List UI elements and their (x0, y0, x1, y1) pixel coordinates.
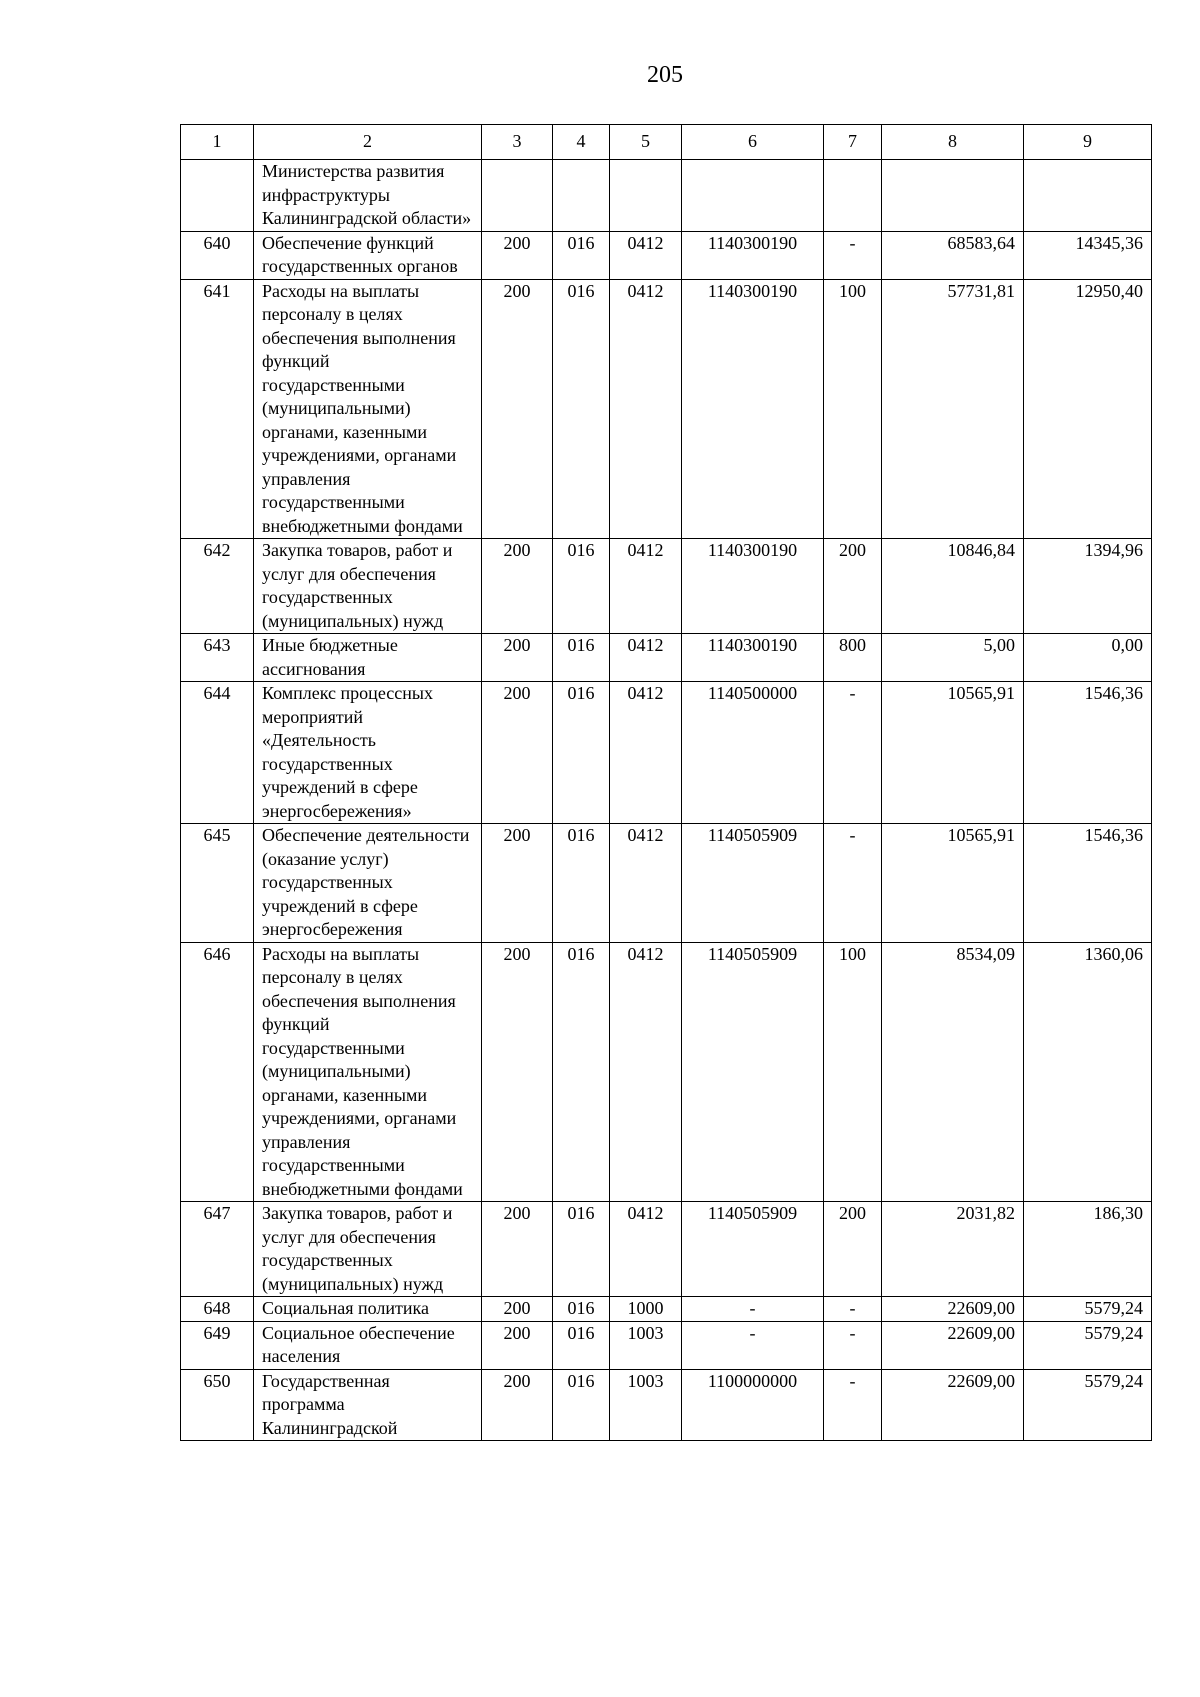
row-cell: - (824, 824, 882, 943)
row-cell (553, 160, 610, 232)
row-cell: 200 (482, 231, 553, 279)
row-name-cell: Министерства развития инфраструктуры Калининградской области» (254, 160, 482, 232)
header-cell: 5 (610, 125, 682, 160)
row-name-cell: Расходы на выплаты персоналу в целях обеспечения выполнения функций государственными (муниципальными) органами, казенными учреждениями, органами управления государственными внебюджетными фондами (254, 942, 482, 1202)
header-cell: 7 (824, 125, 882, 160)
page-number: 205 (647, 62, 683, 88)
row-cell: 1140300190 (682, 634, 824, 682)
row-number-cell: 646 (181, 942, 254, 1202)
row-amount-cell: 2031,82 (882, 1202, 1024, 1297)
row-cell: 1140300190 (682, 279, 824, 539)
row-cell: 016 (553, 1297, 610, 1322)
budget-table (180, 124, 1152, 1441)
row-amount-cell: 22609,00 (882, 1321, 1024, 1369)
row-cell: 1140500000 (682, 682, 824, 824)
row-number-cell: 648 (181, 1297, 254, 1322)
row-amount-cell: 1394,96 (1024, 539, 1152, 634)
row-amount-cell: 186,30 (1024, 1202, 1152, 1297)
row-amount-cell: 22609,00 (882, 1297, 1024, 1322)
row-cell: 200 (482, 634, 553, 682)
row-cell: - (824, 1369, 882, 1441)
row-cell: 016 (553, 1202, 610, 1297)
row-cell: 200 (482, 942, 553, 1202)
header-cell: 1 (181, 125, 254, 160)
table-row (181, 682, 1152, 824)
row-name-cell: Комплекс процессных мероприятий «Деятельность государственных учреждений в сфере энергосбережения» (254, 682, 482, 824)
row-cell: 016 (553, 279, 610, 539)
row-cell: 200 (482, 1297, 553, 1322)
row-amount-cell: 22609,00 (882, 1369, 1024, 1441)
row-cell: 0412 (610, 634, 682, 682)
row-cell: 200 (482, 682, 553, 824)
row-cell: 1140505909 (682, 824, 824, 943)
row-cell: 800 (824, 634, 882, 682)
header-cell: 4 (553, 125, 610, 160)
row-number-cell: 640 (181, 231, 254, 279)
row-name-cell: Обеспечение функций государственных органов (254, 231, 482, 279)
row-number-cell: 649 (181, 1321, 254, 1369)
row-amount-cell: 1360,06 (1024, 942, 1152, 1202)
row-cell: 0412 (610, 539, 682, 634)
row-cell: - (824, 1297, 882, 1322)
row-amount-cell: 5,00 (882, 634, 1024, 682)
row-amount-cell: 57731,81 (882, 279, 1024, 539)
row-name-cell: Закупка товаров, работ и услуг для обеспечения государственных (муниципальных) нужд (254, 1202, 482, 1297)
row-cell: 200 (824, 1202, 882, 1297)
row-cell: - (682, 1321, 824, 1369)
row-cell: 100 (824, 279, 882, 539)
table-row (181, 634, 1152, 682)
row-name-cell: Социальное обеспечение населения (254, 1321, 482, 1369)
row-amount-cell: 10565,91 (882, 824, 1024, 943)
table-row (181, 231, 1152, 279)
table-row (181, 824, 1152, 943)
row-cell: 1140300190 (682, 231, 824, 279)
row-cell: 0412 (610, 279, 682, 539)
row-number-cell: 641 (181, 279, 254, 539)
table-row (181, 1297, 1152, 1322)
row-cell: 200 (482, 1202, 553, 1297)
row-cell: 016 (553, 824, 610, 943)
row-cell: 200 (482, 824, 553, 943)
row-cell: 200 (482, 539, 553, 634)
row-cell: 100 (824, 942, 882, 1202)
header-cell: 3 (482, 125, 553, 160)
row-cell (610, 160, 682, 232)
table-row (181, 539, 1152, 634)
row-cell: - (824, 231, 882, 279)
row-cell: 1003 (610, 1321, 682, 1369)
row-name-cell: Государственная программа Калининградской (254, 1369, 482, 1441)
row-cell (482, 160, 553, 232)
row-cell: 200 (482, 1321, 553, 1369)
row-cell: 1140505909 (682, 942, 824, 1202)
row-amount-cell: 10565,91 (882, 682, 1024, 824)
row-cell: 200 (482, 1369, 553, 1441)
row-cell: - (824, 682, 882, 824)
row-amount-cell: 10846,84 (882, 539, 1024, 634)
table-row (181, 1321, 1152, 1369)
row-amount-cell: 14345,36 (1024, 231, 1152, 279)
row-cell: 0412 (610, 231, 682, 279)
row-amount-cell: 8534,09 (882, 942, 1024, 1202)
row-cell: 016 (553, 942, 610, 1202)
row-number-cell: 643 (181, 634, 254, 682)
row-amount-cell (882, 160, 1024, 232)
table-row (181, 1202, 1152, 1297)
row-name-cell: Закупка товаров, работ и услуг для обеспечения государственных (муниципальных) нужд (254, 539, 482, 634)
row-cell: 016 (553, 682, 610, 824)
row-name-cell: Расходы на выплаты персоналу в целях обеспечения выполнения функций государственными (муниципальными) органами, казенными учреждениями, органами управления государственными внебюджетными фондами (254, 279, 482, 539)
row-cell: 1100000000 (682, 1369, 824, 1441)
row-cell: 016 (553, 1321, 610, 1369)
header-cell: 6 (682, 125, 824, 160)
row-number-cell: 644 (181, 682, 254, 824)
header-cell: 8 (882, 125, 1024, 160)
row-number-cell: 647 (181, 1202, 254, 1297)
row-cell: 1000 (610, 1297, 682, 1322)
row-amount-cell: 12950,40 (1024, 279, 1152, 539)
row-number-cell: 650 (181, 1369, 254, 1441)
header-cell: 2 (254, 125, 482, 160)
table-row (181, 160, 1152, 232)
row-amount-cell: 5579,24 (1024, 1321, 1152, 1369)
row-number-cell: 642 (181, 539, 254, 634)
row-amount-cell: 0,00 (1024, 634, 1152, 682)
row-cell: - (682, 1297, 824, 1322)
row-cell: 0412 (610, 1202, 682, 1297)
row-cell (824, 160, 882, 232)
row-name-cell: Социальная политика (254, 1297, 482, 1322)
row-cell: 1140505909 (682, 1202, 824, 1297)
row-amount-cell: 5579,24 (1024, 1369, 1152, 1441)
row-amount-cell (1024, 160, 1152, 232)
row-amount-cell: 68583,64 (882, 231, 1024, 279)
header-row (181, 125, 1152, 160)
row-cell: 1140300190 (682, 539, 824, 634)
row-cell: 016 (553, 1369, 610, 1441)
row-amount-cell: 5579,24 (1024, 1297, 1152, 1322)
row-cell: 016 (553, 539, 610, 634)
row-number-cell (181, 160, 254, 232)
row-cell: 0412 (610, 682, 682, 824)
table-row (181, 1369, 1152, 1441)
row-cell: 1003 (610, 1369, 682, 1441)
row-name-cell: Обеспечение деятельности (оказание услуг) государственных учреждений в сфере энергосбережения (254, 824, 482, 943)
row-cell: 200 (824, 539, 882, 634)
row-amount-cell: 1546,36 (1024, 682, 1152, 824)
row-amount-cell: 1546,36 (1024, 824, 1152, 943)
table-row (181, 279, 1152, 539)
row-cell: 0412 (610, 824, 682, 943)
row-number-cell: 645 (181, 824, 254, 943)
row-cell: 0412 (610, 942, 682, 1202)
row-cell (682, 160, 824, 232)
row-cell: 200 (482, 279, 553, 539)
table-row (181, 942, 1152, 1202)
header-cell: 9 (1024, 125, 1152, 160)
row-cell: 016 (553, 231, 610, 279)
row-name-cell: Иные бюджетные ассигнования (254, 634, 482, 682)
row-cell: - (824, 1321, 882, 1369)
row-cell: 016 (553, 634, 610, 682)
